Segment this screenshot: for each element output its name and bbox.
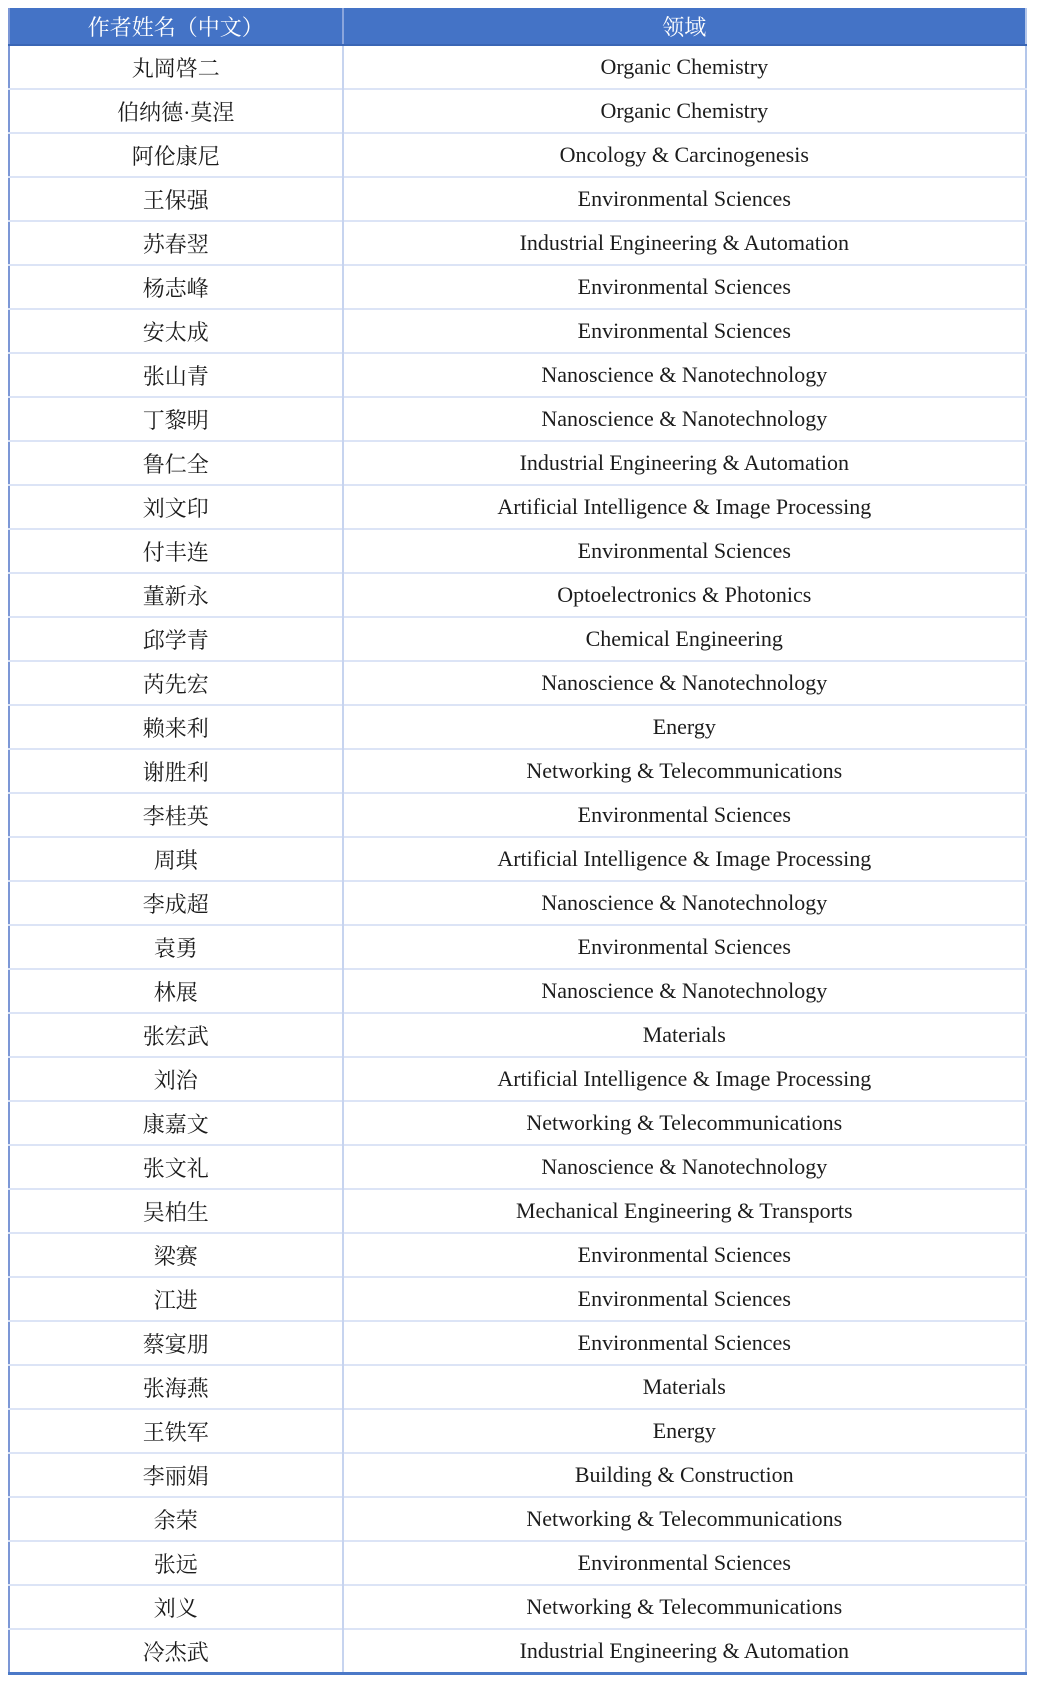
table-row	[9, 1321, 1026, 1365]
author-name-cell: 周琪	[9, 837, 343, 881]
field-cell: Chemical Engineering	[343, 617, 1026, 661]
field-cell: Industrial Engineering & Automation	[343, 1629, 1026, 1674]
field-cell: Environmental Sciences	[343, 177, 1026, 221]
column-header-field: 领域	[343, 8, 1026, 45]
field-cell: Networking & Telecommunications	[343, 1101, 1026, 1145]
author-name-cell: 张海燕	[9, 1365, 343, 1409]
field-cell: Materials	[343, 1013, 1026, 1057]
table-row	[9, 881, 1026, 925]
field-cell: Environmental Sciences	[343, 529, 1026, 573]
table-row	[9, 441, 1026, 485]
author-name-cell: 刘治	[9, 1057, 343, 1101]
table-row	[9, 529, 1026, 573]
author-name-cell: 张山青	[9, 353, 343, 397]
field-cell: Environmental Sciences	[343, 793, 1026, 837]
table-row	[9, 969, 1026, 1013]
field-cell: Artificial Intelligence & Image Processing	[343, 1057, 1026, 1101]
table-row	[9, 1057, 1026, 1101]
table-row	[9, 45, 1026, 89]
table-row	[9, 485, 1026, 529]
table-row	[9, 221, 1026, 265]
author-name-cell: 梁赛	[9, 1233, 343, 1277]
field-cell: Environmental Sciences	[343, 925, 1026, 969]
author-name-cell: 丁黎明	[9, 397, 343, 441]
field-cell: Environmental Sciences	[343, 1277, 1026, 1321]
table-row	[9, 1585, 1026, 1629]
field-cell: Energy	[343, 1409, 1026, 1453]
author-name-cell: 芮先宏	[9, 661, 343, 705]
author-name-cell: 王铁军	[9, 1409, 343, 1453]
author-name-cell: 张远	[9, 1541, 343, 1585]
author-name-cell: 李丽娟	[9, 1453, 343, 1497]
table-row	[9, 1453, 1026, 1497]
table-row	[9, 749, 1026, 793]
table-row	[9, 925, 1026, 969]
field-cell: Nanoscience & Nanotechnology	[343, 397, 1026, 441]
author-name-cell: 吴柏生	[9, 1189, 343, 1233]
author-name-cell: 鲁仁全	[9, 441, 343, 485]
field-cell: Environmental Sciences	[343, 309, 1026, 353]
table-row	[9, 793, 1026, 837]
field-cell: Artificial Intelligence & Image Processing	[343, 485, 1026, 529]
table-row	[9, 573, 1026, 617]
field-cell: Networking & Telecommunications	[343, 749, 1026, 793]
field-cell: Industrial Engineering & Automation	[343, 441, 1026, 485]
field-cell: Organic Chemistry	[600, 54, 769, 79]
field-cell: Nanoscience & Nanotechnology	[343, 661, 1026, 705]
author-name-cell: 付丰连	[9, 529, 343, 573]
table-row	[9, 1629, 1026, 1674]
table-row	[9, 837, 1026, 881]
author-name-cell: 丸岡啓二	[9, 45, 343, 89]
column-header-author-name: 作者姓名（中文）	[9, 8, 343, 45]
field-cell: Materials	[343, 1365, 1026, 1409]
table-row	[9, 1189, 1026, 1233]
author-name-cell: 袁勇	[9, 925, 343, 969]
field-cell: Nanoscience & Nanotechnology	[343, 969, 1026, 1013]
table-row	[9, 89, 1026, 133]
table-row	[9, 661, 1026, 705]
field-cell: Artificial Intelligence & Image Processing	[343, 837, 1026, 881]
table-row	[9, 265, 1026, 309]
field-cell: Nanoscience & Nanotechnology	[343, 1145, 1026, 1189]
table-row	[9, 1541, 1026, 1585]
author-name-cell: 董新永	[9, 573, 343, 617]
author-name-cell: 赖来利	[9, 705, 343, 749]
table-row	[9, 133, 1026, 177]
author-name-cell: 刘义	[9, 1585, 343, 1629]
author-name-cell: 伯纳德·莫涅	[9, 89, 343, 133]
field-cell: Networking & Telecommunications	[343, 1497, 1026, 1541]
author-name-cell: 谢胜利	[9, 749, 343, 793]
author-name-cell: 江进	[9, 1277, 343, 1321]
table-row	[9, 1013, 1026, 1057]
field-cell: Organic Chemistry	[343, 89, 1026, 133]
author-name-cell: 余荣	[9, 1497, 343, 1541]
table-row	[9, 309, 1026, 353]
author-name-cell: 冷杰武	[9, 1629, 343, 1674]
table-row	[9, 353, 1026, 397]
author-name-cell: 林展	[9, 969, 343, 1013]
field-cell: Industrial Engineering & Automation	[343, 221, 1026, 265]
table-row	[9, 1409, 1026, 1453]
author-name-cell: 康嘉文	[9, 1101, 343, 1145]
table-body	[9, 45, 1026, 1674]
field-cell: Environmental Sciences	[343, 265, 1026, 309]
field-cell: Optoelectronics & Photonics	[343, 573, 1026, 617]
author-name-cell: 张文礼	[9, 1145, 343, 1189]
table-row	[9, 617, 1026, 661]
author-name-cell: 李成超	[9, 881, 343, 925]
author-name-cell: 刘文印	[9, 485, 343, 529]
author-name-cell: 邱学青	[9, 617, 343, 661]
table-row	[9, 1365, 1026, 1409]
authors-fields-table	[8, 8, 1027, 1675]
field-cell: Mechanical Engineering & Transports	[343, 1189, 1026, 1233]
field-cell: Nanoscience & Nanotechnology	[343, 353, 1026, 397]
table-row	[9, 1101, 1026, 1145]
author-name-cell: 阿伦康尼	[9, 133, 343, 177]
field-cell: Energy	[343, 705, 1026, 749]
author-name-cell: 安太成	[9, 309, 343, 353]
author-name-cell: 王保强	[9, 177, 343, 221]
table-row	[9, 1277, 1026, 1321]
table-row	[9, 397, 1026, 441]
field-cell: Nanoscience & Nanotechnology	[343, 881, 1026, 925]
table-row	[9, 1497, 1026, 1541]
table-header	[9, 8, 1026, 45]
table-row	[9, 705, 1026, 749]
author-name-cell: 杨志峰	[9, 265, 343, 309]
field-cell: Building & Construction	[343, 1453, 1026, 1497]
field-cell: Networking & Telecommunications	[343, 1585, 1026, 1629]
header-row	[9, 8, 1026, 45]
field-cell: Environmental Sciences	[343, 1541, 1026, 1585]
field-cell: Oncology & Carcinogenesis	[343, 133, 1026, 177]
table-row	[9, 177, 1026, 221]
author-name-cell: 李桂英	[9, 793, 343, 837]
author-name-cell: 张宏武	[9, 1013, 343, 1057]
table-row	[9, 1233, 1026, 1277]
table-row	[9, 1145, 1026, 1189]
author-name-cell: 苏春翌	[9, 221, 343, 265]
field-cell: Environmental Sciences	[343, 1233, 1026, 1277]
field-cell: Environmental Sciences	[343, 1321, 1026, 1365]
author-name-cell: 蔡宴朋	[9, 1321, 343, 1365]
